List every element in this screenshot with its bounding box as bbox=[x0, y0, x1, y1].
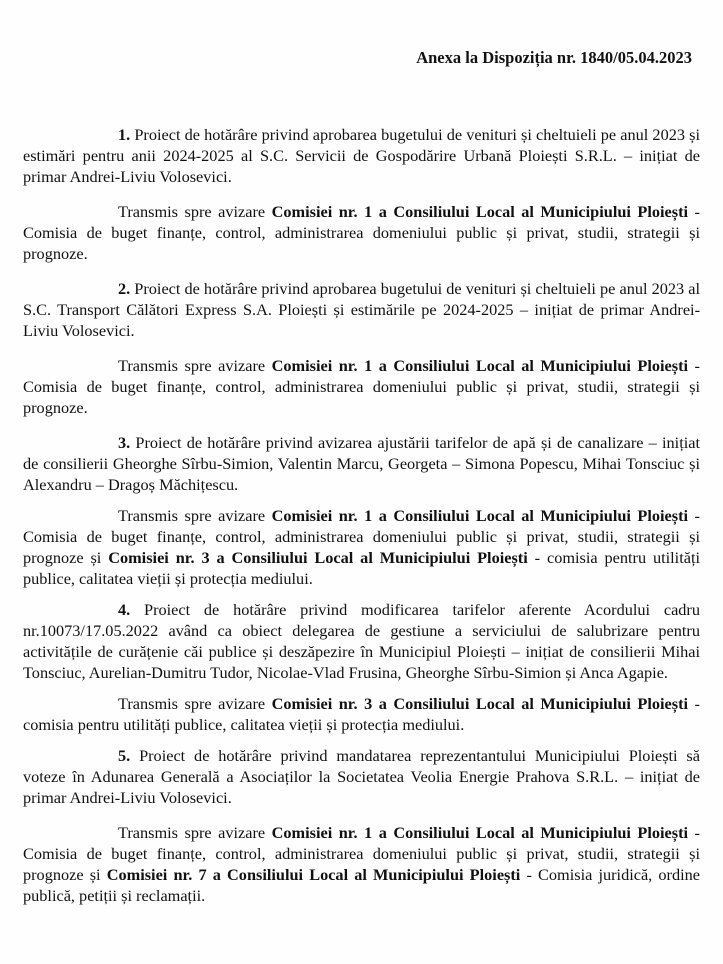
transmis-item-1 bbox=[23, 201, 700, 264]
transmis-item-2 bbox=[23, 355, 700, 418]
committee-description: - Comisia de buget finanțe, control, administrarea domeniului public și privat, studii, strategii și prognoze. bbox=[23, 202, 700, 263]
item-number: 3. bbox=[118, 433, 131, 452]
committee-name: Comisiei nr. 7 a Consiliului Local al Municipiului Ploiești bbox=[106, 865, 521, 884]
project-text: Proiect de hotărâre privind aprobarea bugetului de venituri și cheltuieli pe anul 2023 al S.C. Transport Călători Express S.A. Ploiești și estimările pe 2024-2025 – inițiat de primar Andrei-Liviu Volosevici. bbox=[23, 279, 700, 340]
transmis-prefix: Transmis spre avizare bbox=[118, 202, 272, 221]
transmis-item-4 bbox=[23, 693, 700, 735]
document-body bbox=[23, 124, 700, 920]
transmis-prefix: Transmis spre avizare bbox=[118, 694, 272, 713]
transmis-item-5 bbox=[23, 822, 700, 906]
committee-name: Comisiei nr. 3 a Consiliului Local al Municipiului Ploiești bbox=[108, 548, 528, 567]
committee-name: Comisiei nr. 1 a Consiliului Local al Municipiului Ploiești bbox=[271, 356, 689, 375]
committee-description: - comisia pentru utilități publice, calitatea vieții și protecția mediului. bbox=[23, 548, 701, 588]
transmis-prefix: Transmis spre avizare bbox=[118, 356, 272, 375]
committee-description: - Comisia juridică, ordine publică, petiții și reclamații. bbox=[23, 865, 700, 905]
item-number: 5. bbox=[118, 746, 131, 765]
committee-description: - Comisia de buget finanțe, control, administrarea domeniului public și privat, studii, strategii și prognoze și bbox=[23, 823, 700, 884]
item-number: 1. bbox=[118, 125, 131, 144]
project-item-2 bbox=[23, 278, 700, 341]
item-number: 4. bbox=[118, 600, 131, 619]
committee-name: Comisiei nr. 1 a Consiliului Local al Municipiului Ploiești bbox=[271, 202, 689, 221]
project-text: Proiect de hotărâre privind avizarea ajustării tarifelor de apă și de canalizare – inițiat de consilierii Gheorghe Sîrbu-Simion, Valentin Marcu, Georgeta – Simona Popescu, Mihai Tonsciuc și Alexandru – Dragoș Măchițescu. bbox=[23, 433, 700, 494]
committee-description: - Comisia de buget finanțe, control, administrarea domeniului public și privat, studii, strategii și prognoze. bbox=[23, 356, 700, 417]
project-item-4 bbox=[23, 599, 700, 683]
project-text: Proiect de hotărâre privind mandatarea reprezentantului Municipiului Ploiești să voteze în Adunarea Generală a Asociaților la Societatea Veolia Energie Prahova S.R.L. – inițiat de primar Andrei-Liviu Volosevici. bbox=[23, 746, 700, 807]
committee-description: - comisia pentru utilități publice, calitatea vieții și protecția mediului. bbox=[23, 694, 700, 734]
committee-name: Comisiei nr. 1 a Consiliului Local al Municipiului Ploiești bbox=[271, 823, 689, 842]
project-text: Proiect de hotărâre privind modificarea tarifelor aferente Acordului cadru nr.10073/17.05.2022 având ca obiect delegarea de gestiune a serviciului de salubrizare pentru activitățile de curățenie căi publice și deszăpezire în Municipiul Ploiești – inițiat de consilierii Mihai Tonsciuc, Aurelian-Dumitru Tudor, Nicolae-Vlad Frusina, Gheorghe Sîrbu-Simion și Anca Agapie. bbox=[23, 600, 700, 682]
project-item-5 bbox=[23, 745, 700, 808]
item-number: 2. bbox=[118, 279, 131, 298]
committee-description: - Comisia de buget finanțe, control, administrarea domeniului public și privat, studii, strategii și prognoze și bbox=[23, 506, 700, 567]
transmis-prefix: Transmis spre avizare bbox=[118, 823, 272, 842]
project-text: Proiect de hotărâre privind aprobarea bugetului de venituri și cheltuieli pe anul 2023 și estimări pentru anii 2024-2025 al S.C. Servicii de Gospodărire Urbană Ploiești S.R.L. – inițiat de primar Andrei-Liviu Volosevici. bbox=[23, 125, 700, 186]
transmis-prefix: Transmis spre avizare bbox=[118, 506, 272, 525]
transmis-item-3 bbox=[23, 505, 700, 589]
committee-name: Comisiei nr. 3 a Consiliului Local al Municipiului Ploiești bbox=[271, 694, 689, 713]
committee-name: Comisiei nr. 1 a Consiliului Local al Municipiului Ploiești bbox=[271, 506, 689, 525]
project-item-1 bbox=[23, 124, 700, 187]
project-item-3 bbox=[23, 432, 700, 495]
document-header: Anexa la Dispoziția nr. 1840/05.04.2023 bbox=[416, 48, 692, 67]
